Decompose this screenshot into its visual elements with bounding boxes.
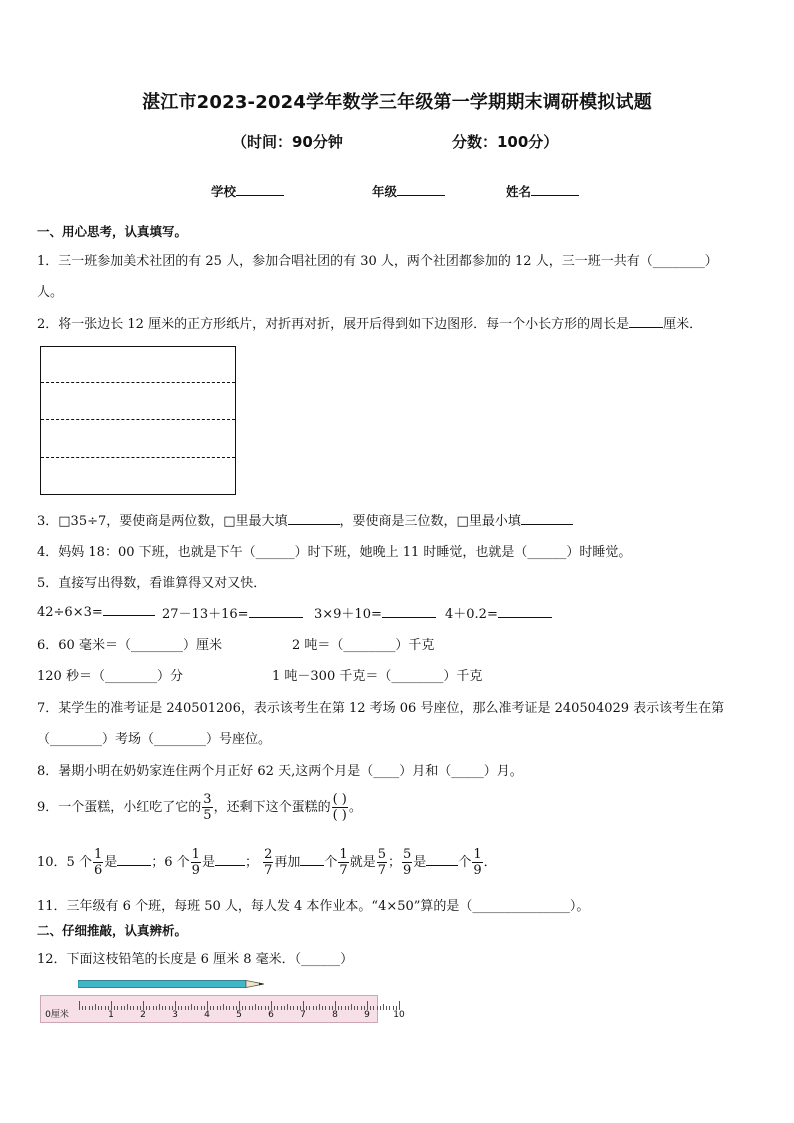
ruler-tick bbox=[242, 1006, 243, 1010]
ruler-tick bbox=[175, 1001, 176, 1010]
question-3-text-b: ，要使商是三位数，□里最小填 bbox=[339, 514, 521, 529]
ruler-tick bbox=[169, 1006, 170, 1010]
ruler-tick bbox=[373, 1006, 374, 1010]
ruler bbox=[40, 995, 405, 1023]
ruler-number: 8 bbox=[332, 1010, 338, 1020]
grade-label: 年级 bbox=[372, 184, 398, 199]
ruler-tick bbox=[153, 1006, 154, 1010]
ruler-tick bbox=[319, 1004, 320, 1010]
ruler-tick bbox=[313, 1006, 314, 1010]
question-4: 4．妈妈 18：00 下班，也就是下午（______）时下班，她晚上 11 时睡觉，也就是（______）时睡觉。 bbox=[37, 545, 632, 560]
question-7-line2: （________）考场（________）号座位。 bbox=[37, 732, 272, 747]
ruler-tick bbox=[399, 1001, 400, 1010]
question-9: 9．一个蛋糕，小红吃了它的 $\frac{3}{5}$ ，还剩下这个蛋糕的 $\frac{( )}{( )}$ 。 bbox=[37, 792, 362, 823]
ruler-tick bbox=[98, 1006, 99, 1010]
ruler-tick bbox=[345, 1006, 346, 1010]
question-6-d: 1 吨－300 千克＝（________）千克 bbox=[272, 669, 483, 684]
ruler-tick bbox=[149, 1006, 150, 1010]
fraction: $\frac{1}{9}$ bbox=[473, 847, 482, 878]
ruler-tick bbox=[309, 1006, 310, 1010]
ruler-tick bbox=[348, 1006, 349, 1010]
question-1-line2: 人。 bbox=[37, 285, 64, 300]
ruler-tick bbox=[217, 1006, 218, 1010]
grade-field bbox=[372, 182, 445, 200]
folded-paper-figure bbox=[40, 346, 236, 495]
ruler-tick bbox=[194, 1006, 195, 1010]
ruler-tick bbox=[389, 1006, 390, 1010]
question-6-a: 6．60 毫米＝（________）厘米 bbox=[37, 638, 222, 653]
ruler-tick bbox=[354, 1006, 355, 1010]
ruler-tick bbox=[85, 1006, 86, 1010]
ruler-tick bbox=[210, 1006, 211, 1010]
ruler-number: 10 bbox=[393, 1010, 405, 1020]
ruler-tick bbox=[380, 1006, 381, 1010]
ruler-tick bbox=[105, 1006, 106, 1010]
ruler-tick bbox=[341, 1006, 342, 1010]
section-2-heading: 二、仔细推敲，认真辨析。 bbox=[37, 923, 188, 938]
ruler-tick bbox=[114, 1006, 115, 1010]
exam-time: （时间：90分钟 bbox=[232, 133, 343, 151]
ruler-tick bbox=[92, 1006, 93, 1010]
fraction: $\frac{1}{7}$ bbox=[339, 847, 348, 878]
expression-1: 42÷6×3= bbox=[37, 603, 155, 620]
ruler-tick bbox=[188, 1006, 189, 1010]
question-10: 10．5 个 $\frac{1}{6}$ 是 ；6 个 $\frac{1}{9}$ 是 ； $\frac{2}{7}$ 再加 个 $\frac{1}{7}$ 就是 $\frac{5}{7}$ ； $\frac{5}{9}$ 是 个 $\frac{1}{9}$ ． bbox=[37, 847, 497, 878]
ruler-tick bbox=[156, 1006, 157, 1010]
ruler-tick bbox=[220, 1006, 221, 1010]
ruler-number: 9 bbox=[364, 1010, 370, 1020]
ruler-tick bbox=[233, 1006, 234, 1010]
ruler-tick bbox=[213, 1006, 214, 1010]
fraction: $\frac{1}{6}$ bbox=[93, 847, 103, 878]
question-12: 12．下面这枝铅笔的长度是 6 厘米 8 毫米．（______） bbox=[37, 952, 354, 967]
ruler-tick bbox=[338, 1006, 339, 1010]
ruler-tick bbox=[197, 1006, 198, 1010]
question-2-unit: 厘米． bbox=[663, 317, 703, 332]
ruler-tick bbox=[249, 1006, 250, 1010]
ruler-tick bbox=[239, 1001, 240, 1010]
ruler-tick bbox=[124, 1006, 125, 1010]
name-field bbox=[506, 182, 579, 200]
fraction: $\frac{2}{7}$ bbox=[264, 847, 273, 878]
ruler-tick bbox=[121, 1006, 122, 1010]
ruler-tick bbox=[357, 1006, 358, 1010]
question-3-text-a: 3．□35÷7，要使商是两位数，□里最大填 bbox=[37, 514, 288, 529]
school-label: 学校 bbox=[211, 184, 237, 199]
ruler-tick bbox=[133, 1006, 134, 1010]
ruler-tick bbox=[261, 1006, 262, 1010]
ruler-tick bbox=[258, 1006, 259, 1010]
fraction: $\frac{1}{9}$ bbox=[191, 847, 200, 878]
question-6-b: 2 吨＝（________）千克 bbox=[292, 638, 435, 653]
ruler-tick bbox=[229, 1006, 230, 1010]
page-title: 湛江市2023-2024学年数学三年级第一学期期末调研模拟试题 bbox=[142, 92, 652, 113]
school-field bbox=[211, 182, 284, 200]
question-6-c: 120 秒＝（________）分 bbox=[37, 669, 183, 684]
ruler-number: 1 bbox=[108, 1010, 114, 1020]
expression-3: 3×9＋10= bbox=[314, 603, 436, 622]
ruler-tick bbox=[316, 1006, 317, 1010]
ruler-tick bbox=[306, 1006, 307, 1010]
ruler-tick bbox=[82, 1006, 83, 1010]
ruler-tick bbox=[226, 1006, 227, 1010]
ruler-number: 5 bbox=[236, 1010, 242, 1020]
answer-fraction-blank: $\frac{( )}{( )}$ bbox=[332, 792, 347, 823]
ruler-tick bbox=[159, 1004, 160, 1010]
ruler-tick bbox=[111, 1001, 112, 1010]
ruler-tick bbox=[223, 1004, 224, 1010]
question-2-text: 2．将一张边长 12 厘米的正方形纸片，对折再对折，展开后得到如下边图形．每一个小长方形的周长是 bbox=[37, 317, 630, 332]
fold-line bbox=[41, 457, 235, 458]
ruler-tick bbox=[351, 1004, 352, 1010]
fraction-three-fifths: $\frac{3}{5}$ bbox=[203, 792, 212, 823]
fold-line bbox=[41, 382, 235, 383]
ruler-tick bbox=[207, 1001, 208, 1010]
ruler-tick bbox=[287, 1004, 288, 1010]
ruler-tick bbox=[274, 1006, 275, 1010]
ruler-tick bbox=[101, 1006, 102, 1010]
expression-4: 4＋0.2= bbox=[445, 603, 552, 622]
name-label: 姓名 bbox=[506, 184, 532, 199]
question-3 bbox=[37, 510, 573, 529]
ruler-tick bbox=[325, 1006, 326, 1010]
ruler-tick bbox=[265, 1006, 266, 1010]
ruler-tick bbox=[255, 1004, 256, 1010]
ruler-tick bbox=[367, 1001, 368, 1010]
ruler-tick bbox=[303, 1001, 304, 1010]
ruler-tick bbox=[297, 1006, 298, 1010]
ruler-number: 4 bbox=[204, 1010, 210, 1020]
ruler-tick bbox=[165, 1006, 166, 1010]
exam-score: 分数：100分） bbox=[452, 133, 559, 151]
question-8: 8．暑期小明在奶奶家连住两个月正好 62 天,这两个月是（____）月和（_____）月。 bbox=[37, 764, 523, 779]
ruler-tick bbox=[386, 1006, 387, 1010]
ruler-tick bbox=[329, 1006, 330, 1010]
ruler-unit-label: 0厘米 bbox=[45, 1010, 69, 1020]
expression-2: 27－13＋16= bbox=[162, 603, 303, 622]
question-7-line1: 7．某学生的准考证是 240501206，表示该考生在第 12 考场 06 号座位，那么准考证是 240504029 表示该考生在第 bbox=[37, 701, 725, 716]
ruler-tick bbox=[277, 1006, 278, 1010]
ruler-tick bbox=[252, 1006, 253, 1010]
ruler-tick bbox=[383, 1004, 384, 1010]
ruler-tick bbox=[89, 1006, 90, 1010]
ruler-tick bbox=[178, 1006, 179, 1010]
question-5-stem: 5．直接写出得数，看谁算得又对又快． bbox=[37, 576, 267, 591]
ruler-number: 3 bbox=[172, 1010, 178, 1020]
ruler-tick bbox=[95, 1004, 96, 1010]
question-1-line1: 1．三一班参加美术社团的有 25 人，参加合唱社团的有 30 人，两个社团都参加的 12 人，三一班一共有（________） bbox=[37, 254, 718, 269]
ruler-tick bbox=[271, 1001, 272, 1010]
ruler-tick bbox=[181, 1006, 182, 1010]
ruler-tick bbox=[117, 1006, 118, 1010]
fold-line bbox=[41, 419, 235, 420]
ruler-tick bbox=[185, 1006, 186, 1010]
pencil-icon bbox=[78, 980, 268, 988]
ruler-tick bbox=[79, 1001, 80, 1010]
fraction: $\frac{5}{7}$ bbox=[377, 847, 386, 878]
ruler-tick bbox=[281, 1006, 282, 1010]
ruler-tick bbox=[335, 1001, 336, 1010]
section-1-heading: 一、用心思考，认真填写。 bbox=[37, 224, 188, 239]
ruler-number: 7 bbox=[300, 1010, 306, 1020]
ruler-tick bbox=[370, 1006, 371, 1010]
ruler-number: 2 bbox=[140, 1010, 146, 1020]
ruler-tick bbox=[361, 1006, 362, 1010]
ruler-tick bbox=[130, 1006, 131, 1010]
ruler-tick bbox=[137, 1006, 138, 1010]
ruler-tick bbox=[201, 1006, 202, 1010]
ruler-number: 6 bbox=[268, 1010, 274, 1020]
fraction: $\frac{5}{9}$ bbox=[403, 847, 412, 878]
ruler-tick bbox=[284, 1006, 285, 1010]
ruler-tick bbox=[322, 1006, 323, 1010]
question-11: 11．三年级有 6 个班，每班 50 人，每人发 4 本作业本。“4×50”算的是（_______________）。 bbox=[37, 899, 590, 914]
ruler-tick bbox=[127, 1004, 128, 1010]
ruler-tick bbox=[146, 1006, 147, 1010]
ruler-tick bbox=[293, 1006, 294, 1010]
ruler-tick bbox=[143, 1001, 144, 1010]
ruler-tick bbox=[191, 1004, 192, 1010]
ruler-tick bbox=[290, 1006, 291, 1010]
question-2 bbox=[37, 313, 702, 332]
ruler-tick bbox=[162, 1006, 163, 1010]
ruler-tick bbox=[377, 1006, 378, 1010]
ruler-tick bbox=[245, 1006, 246, 1010]
